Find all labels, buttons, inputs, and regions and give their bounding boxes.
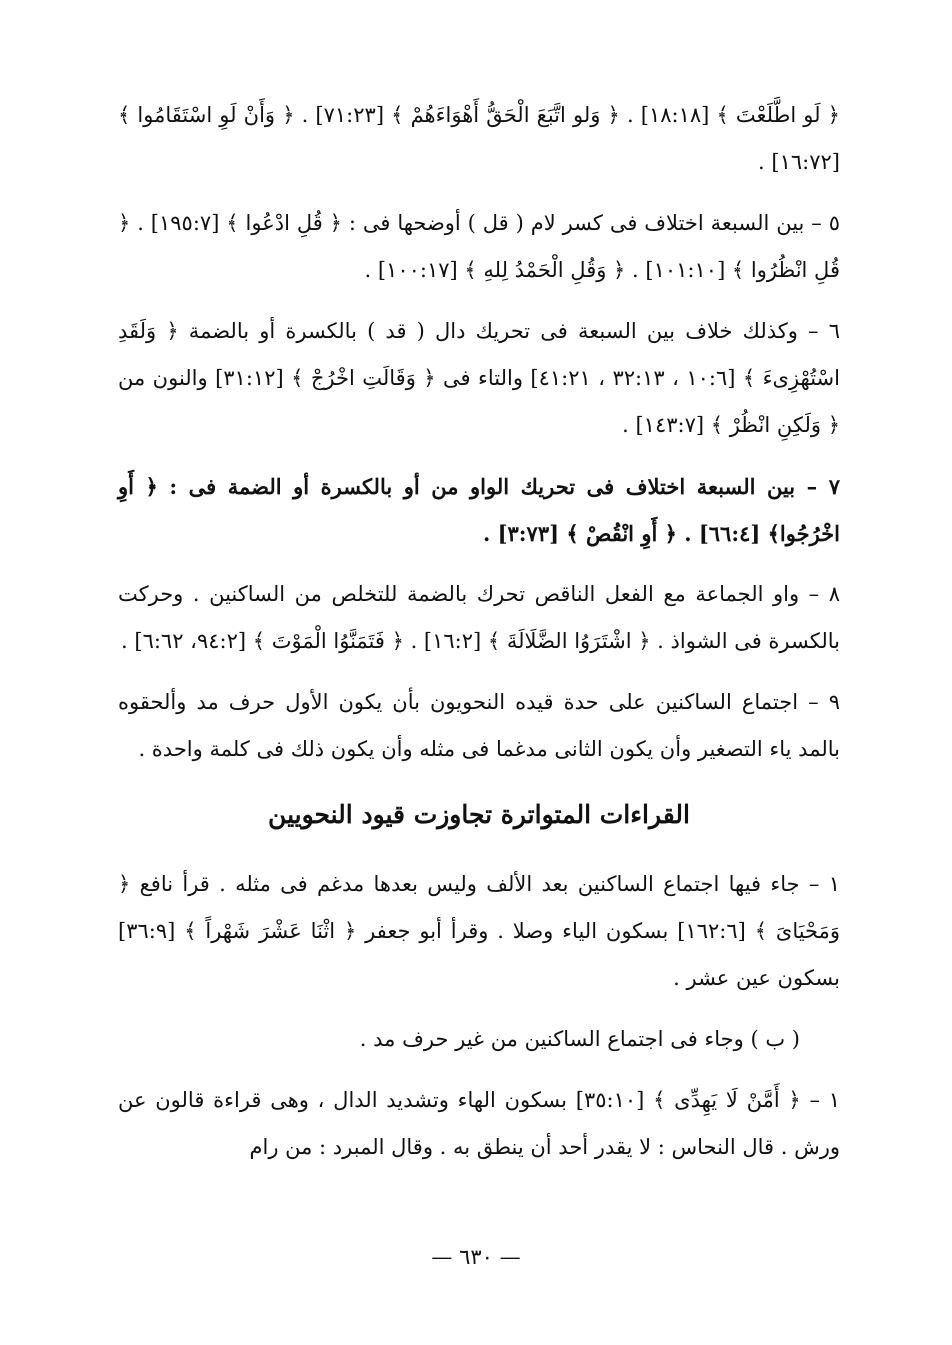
paragraph-9: ٩ – اجتماع الساكنين على حدة قيده النحويون بأن يكون الأول حرف مد وألحقوه بالمد ياء التصغير وأن يكون الثانى مدغما فى مثله وأن يكون ذلك فى كلمة واحدة . [118, 690, 840, 761]
paragraph-8: ٨ – واو الجماعة مع الفعل الناقص تحرك بالضمة للتخلص من الساكنين . وحركت بالكسرة فى الشواذ . ﴿ اشْتَرَوُا الضَّلَالَةَ ﴾ [١٦:٢] . ﴿ فَتَمَنَّوُا الْمَوْتَ ﴾ [٩٤:٢، ٦:٦٢] . [118, 582, 840, 653]
paragraph-5: ٥ – بين السبعة اختلاف فى كسر لام ( قل ) أوضحها فى : ﴿ قُلِ ادْعُوا ﴾ [١٩٥:٧] . ﴿ قُلِ انْظُرُوا ﴾ [١٠١:١٠] . ﴿ وَقُلِ الْحَمْدُ لِلهِ ﴾ [١٠٠:١٧] . [118, 211, 840, 282]
page-number: — ٦٣٠ — [431, 1245, 521, 1269]
section2-paragraph-2: ١ – ﴿ أَمَّنْ لَا يَهِدِّى ﴾ [٣٥:١٠] بسكون الهاء وتشديد الدال ، وهى قراءة قالون عن ورش . قال النحاس : لا يقدر أحد أن ينطق به . وقال المبرد : من رام [118, 1088, 840, 1159]
section2-subheading-b: ( ب ) وجاء فى اجتماع الساكنين من غير حرف مد . [359, 1027, 800, 1051]
paragraph-1: ﴿ لَو اطَّلَعْتَ ﴾ [١٨:١٨] . ﴿ وَلو اتَّبَعَ الْحَقُّ أَهْوَاءَهُمْ ﴾ [٧١:٢٣] . ﴿ وَأَنْ لَوِ اسْتَقَامُوا ﴾ [١٦:٧٢] . [118, 103, 840, 174]
section2-paragraph-1: ١ – جاء فيها اجتماع الساكنين بعد الألف وليس بعدها مدغم فى مثله . قرأ نافع ﴿ وَمَحْيَاىَ ﴾ [١٦٢:٦] بسكون الياء وصلا . وقرأ أبو جعفر ﴿ اثْنَا عَشْرَ شَهْراً ﴾ [٣٦:٩] بسكون عين عشر . [118, 872, 840, 990]
paragraph-7: ٧ – بين السبعة اختلاف فى تحريك الواو من أو بالكسرة أو الضمة فى : ﴿ أَوِ اخْرُجُوا﴾ [٦٦:٤] . ﴿ أَوِ انْقُصْ ﴾ [٣:٧٣] . [118, 474, 840, 546]
section-heading: القراءات المتواترة تجاوزت قيود النحويين [268, 800, 690, 829]
page-body [118, 92, 840, 1185]
paragraph-6: ٦ – وكذلك خلاف بين السبعة فى تحريك دال ( قد ) بالكسرة أو بالضمة ﴿ وَلَقَدِ اسْتُهْزِىءَ ﴾ [١٠:٦ ، ٣٢:١٣ ، ٤١:٢١] والتاء فى ﴿ وَقَالَتِ اخْرُجْ ﴾ [٣١:١٢] والنون من ﴿ وَلَكِنِ انْظُرْ ﴾ [١٤٣:٧] . [118, 319, 840, 437]
